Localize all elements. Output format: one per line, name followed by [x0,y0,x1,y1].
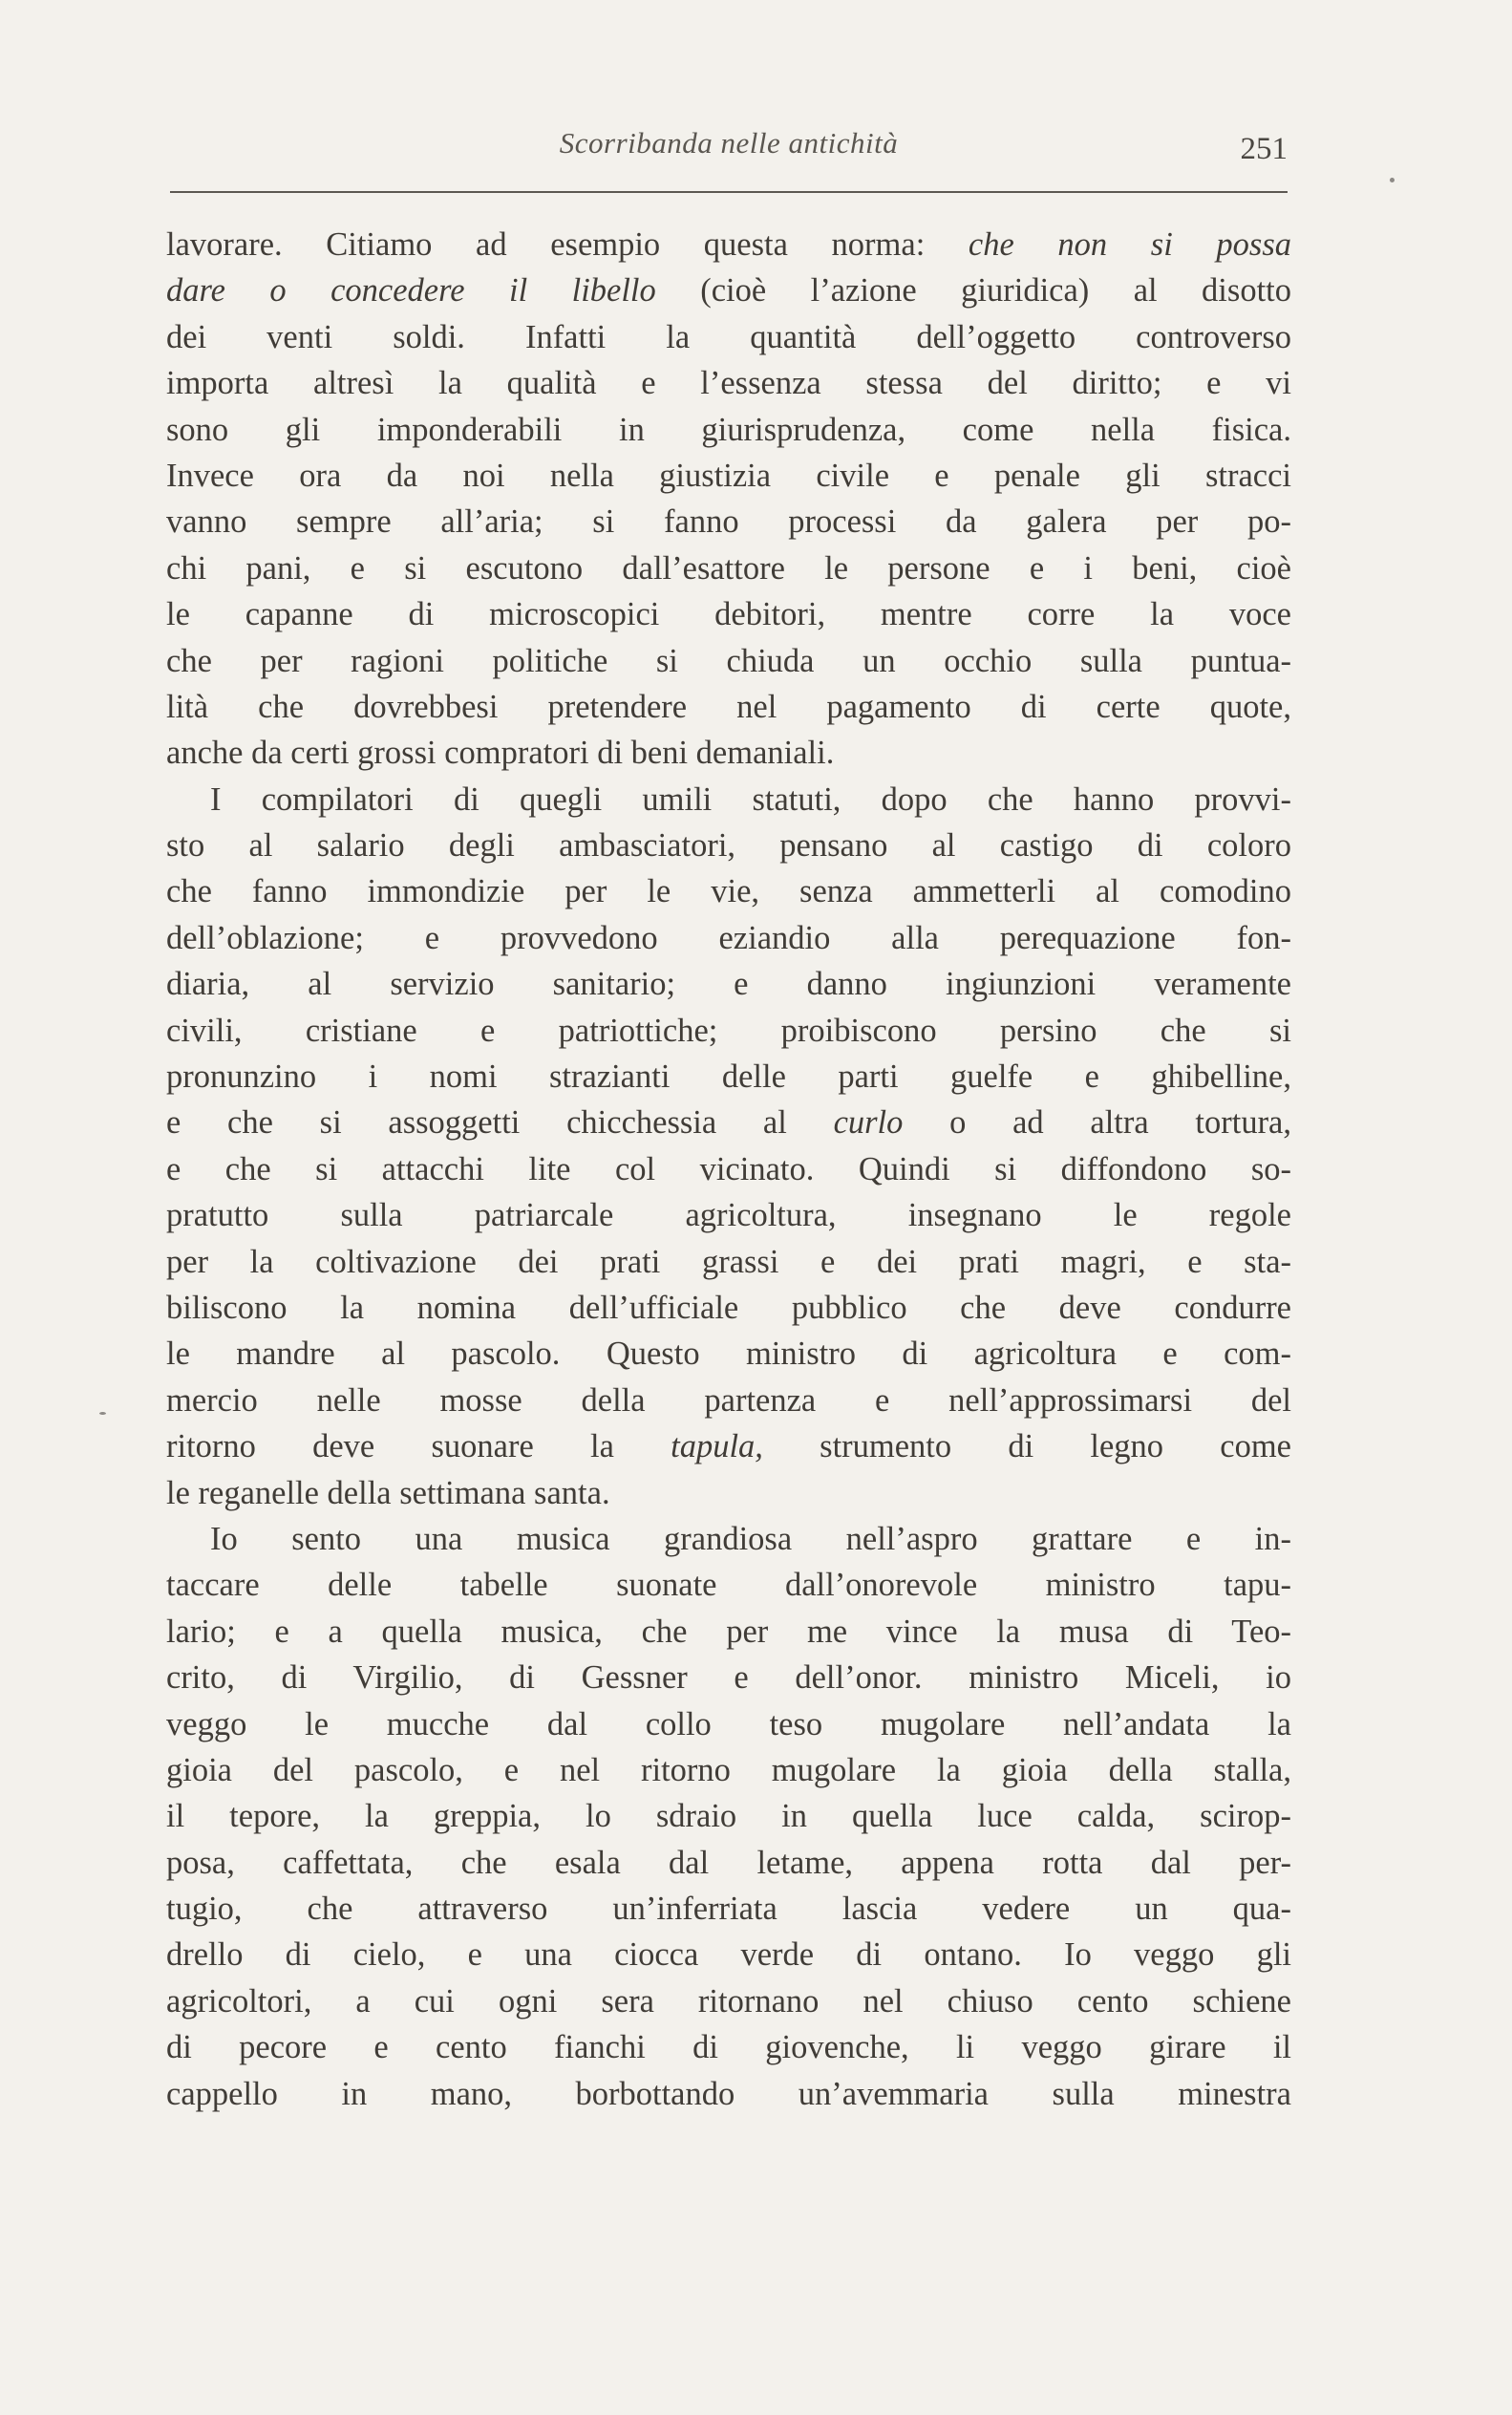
text-run: crito, di Virgilio, di Gessner e dell’onor. ministro Miceli, io [166,1659,1291,1697]
text-line [166,1054,1291,1100]
text-line [166,1562,1291,1608]
italic-text: che non si possa [968,226,1291,263]
paper-speck [99,1412,106,1415]
text-line [166,1192,1291,1238]
text-line [166,684,1291,730]
text-run: agricoltori, a cui ogni sera ritornano nel chiuso cento schiene [166,1982,1291,2020]
text-run: lità che dovrebbesi pretendere nel pagamento di certe quote, [166,688,1291,725]
text-run: chi pani, e si escutono dall’esattore le persone e i beni, cioè [166,549,1291,587]
text-run: posa, caffettata, che esala dal letame, appena rotta dal per- [166,1844,1291,1881]
text-line [166,1840,1291,1886]
text-run: e che si attacchi lite col vicinato. Quindi si diffondono so- [166,1150,1291,1187]
text-run: le mandre al pascolo. Questo ministro di agricoltura e com- [166,1336,1291,1373]
page-number: 251 [1240,132,1288,166]
text-line [166,1793,1291,1839]
text-line [166,453,1291,499]
text-run: che per ragioni politiche si chiuda un occhio sulla puntua- [166,642,1291,679]
text-line [166,1008,1291,1054]
text-run: strumento di legno come [762,1428,1291,1465]
text-run: il tepore, la greppia, lo sdraio in quella luce calda, scirop- [166,1798,1291,1835]
text-run: sono gli imponderabili in giurisprudenza, come nella fisica. [166,411,1291,448]
italic-text: curlo [833,1104,904,1142]
text-line [166,2024,1291,2070]
text-run: Invece ora da noi nella giustizia civile e penale gli stracci [166,457,1291,494]
text-run: per la coltivazione dei prati grassi e dei prati magri, e sta- [166,1243,1291,1280]
text-run: lavorare. Citiamo ad esempio questa norma: [166,226,969,263]
text-run: diaria, al servizio sanitario; e danno ingiunzioni veramente [166,966,1291,1003]
text-line [166,1378,1291,1423]
text-line [166,1285,1291,1331]
text-run: le reganelle della settimana santa. [166,1474,610,1511]
text-run: Io sento una musica grandiosa nell’aspro grattare e in- [210,1520,1291,1557]
text-line [166,638,1291,684]
text-run: biliscono la nomina dell’ufficiale pubblico che deve condurre [166,1289,1291,1326]
text-line [166,1978,1291,2024]
text-run: di pecore e cento fianchi di giovenche, li veggo girare il [166,2029,1291,2066]
text-run: lario; e a quella musica, che per me vince la musa di Teo- [166,1613,1291,1650]
text-run: dell’oblazione; e provvedono eziandio alla perequazione fon- [166,919,1291,956]
text-line [166,1470,1291,1516]
text-line [166,961,1291,1007]
text-line [166,545,1291,591]
text-run: drello di cielo, e una ciocca verde di ontano. Io veggo gli [166,1936,1291,1974]
text-line [166,1516,1291,1562]
text-run: dei venti soldi. Infatti la quantità dell’oggetto controverso [166,318,1291,355]
text-run: (cioè l’azione giuridica) al disotto [655,272,1291,310]
text-run: veggo le mucche dal collo teso mugolare nell’andata la [166,1705,1291,1742]
text-run: anche da certi grossi compratori di beni demaniali. [166,735,835,772]
text-line [166,1932,1291,1977]
text-run: che fanno immondizie per le vie, senza ammetterli al comodino [166,873,1291,910]
text-line [166,1886,1291,1932]
italic-text: dare o concedere il libello [166,272,656,310]
text-line [166,2071,1291,2117]
text-run: vanno sempre all’aria; si fanno processi da galera per po- [166,503,1291,541]
text-line [166,730,1291,776]
text-line [166,1239,1291,1285]
text-run: pratutto sulla patriarcale agricoltura, insegnano le regole [166,1197,1291,1234]
text-run: pronunzino i nomi strazianti delle parti guelfe e ghibelline, [166,1058,1291,1096]
italic-text: tapula, [671,1428,763,1465]
text-line [166,777,1291,823]
running-head [170,126,1288,172]
text-line [166,1747,1291,1793]
text-run: ritorno deve suonare la [166,1428,671,1465]
text-run: gioia del pascolo, e nel ritorno mugolare la gioia della stalla, [166,1751,1291,1788]
text-run: tugio, che attraverso un’inferriata lascia vedere un qua- [166,1891,1291,1928]
text-run: sto al salario degli ambasciatori, pensano al castigo di coloro [166,827,1291,865]
text-line [166,360,1291,406]
text-line [166,1423,1291,1469]
text-line [166,591,1291,637]
text-line [166,1609,1291,1655]
text-line [166,868,1291,914]
text-line [166,1701,1291,1747]
text-line [166,267,1291,313]
text-run: e che si assoggetti chicchessia al [166,1104,834,1142]
text-line [166,823,1291,868]
text-run: o ad altra tortura, [903,1104,1291,1142]
text-line [166,1146,1291,1192]
text-run: I compilatori di quegli umili statuti, dopo che hanno provvi- [210,780,1291,818]
text-line [166,1331,1291,1377]
text-line [166,314,1291,360]
text-line [166,915,1291,961]
text-line [166,499,1291,545]
text-run: importa altresì la qualità e l’essenza stessa del diritto; e vi [166,365,1291,402]
header-rule [170,191,1288,193]
text-line [166,1655,1291,1700]
text-run: civili, cristiane e patriottiche; proibiscono persino che si [166,1012,1291,1049]
text-run: le capanne di microscopici debitori, mentre corre la voce [166,596,1291,633]
text-run: cappello in mano, borbottando un’avemmaria sulla minestra [166,2075,1291,2112]
text-line [166,1100,1291,1145]
body-text [166,222,1291,2117]
text-line [166,407,1291,453]
text-run: mercio nelle mosse della partenza e nell’approssimarsi del [166,1381,1291,1419]
running-title: Scorribanda nelle antichità [559,126,899,160]
text-line [166,222,1291,267]
text-run: taccare delle tabelle suonate dall’onorevole ministro tapu- [166,1567,1291,1604]
paper-speck [1390,178,1395,182]
